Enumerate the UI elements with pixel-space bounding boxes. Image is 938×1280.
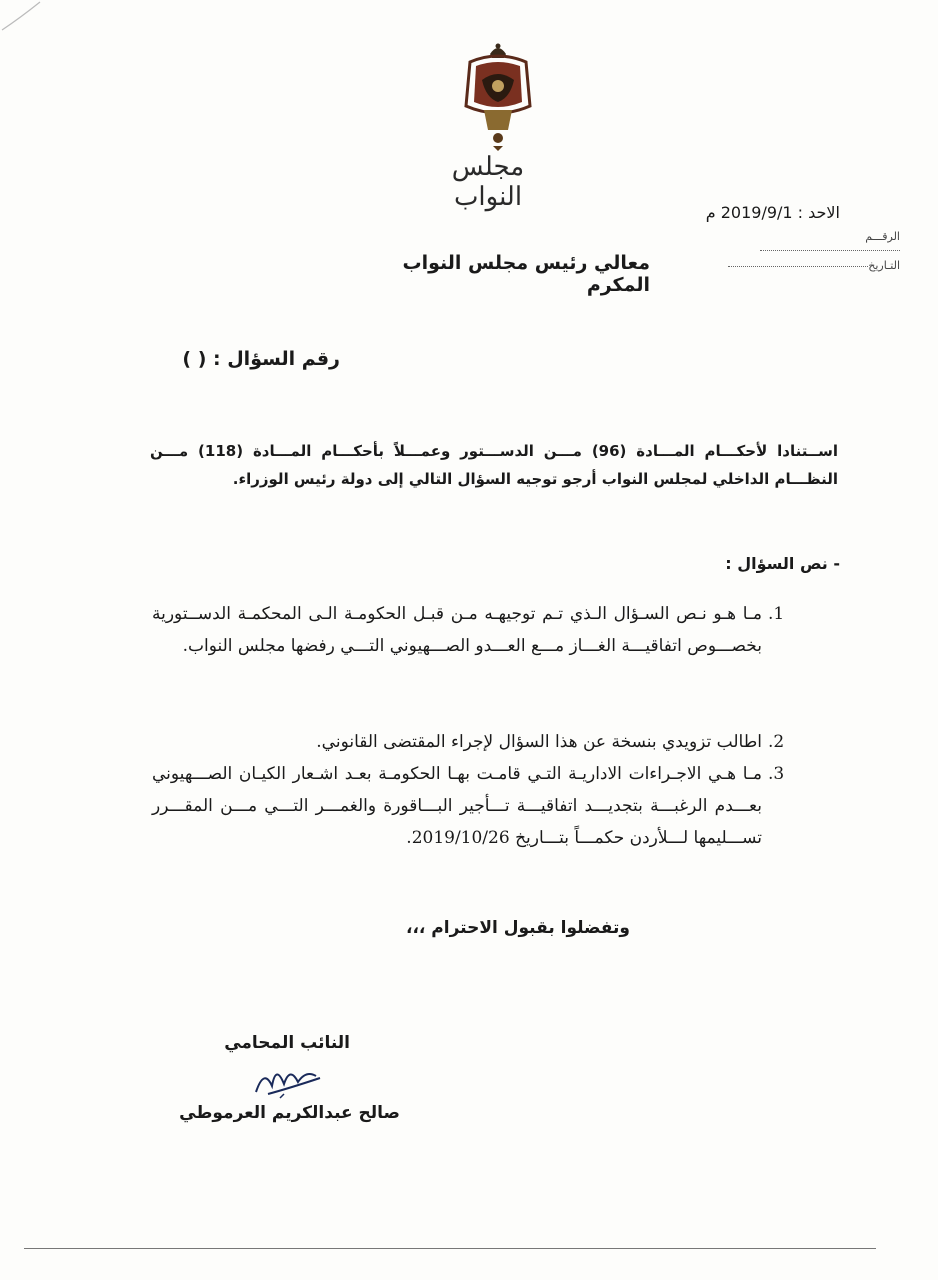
- question-item: [152, 598, 785, 662]
- item-number: 2.: [768, 732, 785, 752]
- intro-paragraph: اســتنادا لأحكـــام المـــادة (96) مـــن الدســـتور وعمـــلاً بأحكـــام المـــادة (118) مـــن النظـــام الداخلي لمجلس النواب أرجو توجيه السؤال التالي إلى دولة رئيس الوزراء.: [150, 442, 838, 488]
- ref-number-field: [720, 230, 900, 256]
- document-date: الاحد : 2019/9/1 م: [705, 203, 840, 222]
- question-number: رقم السؤال : ( ): [182, 348, 340, 370]
- item-text: مـا هـي الاجـراءات الاداريـة التـي قامـت بهـا الحكومـة بعـد اشـعار الكيـان الصـــهيوني بعـــدم الرغبـــة بتجديـــد اتفاقيـــة تـــأجير البـــاقورة والغمـــر التـــي مـــن المقـــرر تســـليمها لـــلأردن حكمـــاً بتـــاريخ 2019/10/26.: [152, 764, 762, 848]
- ref-date-field: [720, 259, 900, 272]
- ref-number-label: الرقـــم: [865, 230, 900, 243]
- handwritten-signature: [250, 1058, 330, 1102]
- signer-title: النائب المحامي: [224, 1033, 350, 1053]
- question-heading: - نص السؤال :: [725, 554, 840, 573]
- coat-of-arms-icon: [460, 40, 536, 152]
- signer-name: صالح عبدالكريم العرموطي: [179, 1103, 400, 1123]
- question-item: [152, 758, 785, 854]
- item-text: مـا هـو نـص السـؤال الـذي تـم توجيهـه مـن قبـل الحكومـة الـى المحكمـة الدســتورية بخصـــوص اتفاقيـــة الغـــاز مـــع العـــدو الصـــهيوني التـــي رفضها مجلس النواب.: [152, 604, 762, 656]
- corner-mark: [0, 0, 60, 40]
- closing-line: وتفضلوا بقبول الاحترام ،،،: [406, 918, 630, 938]
- addressee: معالي رئيس مجلس النواب المكرم: [402, 252, 650, 296]
- item-number: 1.: [768, 604, 785, 624]
- ref-date-label: التـاريخ: [868, 259, 900, 272]
- question-item: [152, 726, 785, 758]
- council-logo: مجلس النواب: [451, 152, 525, 212]
- item-text: اطالب تزويدي بنسخة عن هذا السؤال لإجراء المقتضى القانوني.: [316, 732, 762, 752]
- footer-divider: [24, 1248, 876, 1249]
- item-number: 3.: [768, 764, 785, 784]
